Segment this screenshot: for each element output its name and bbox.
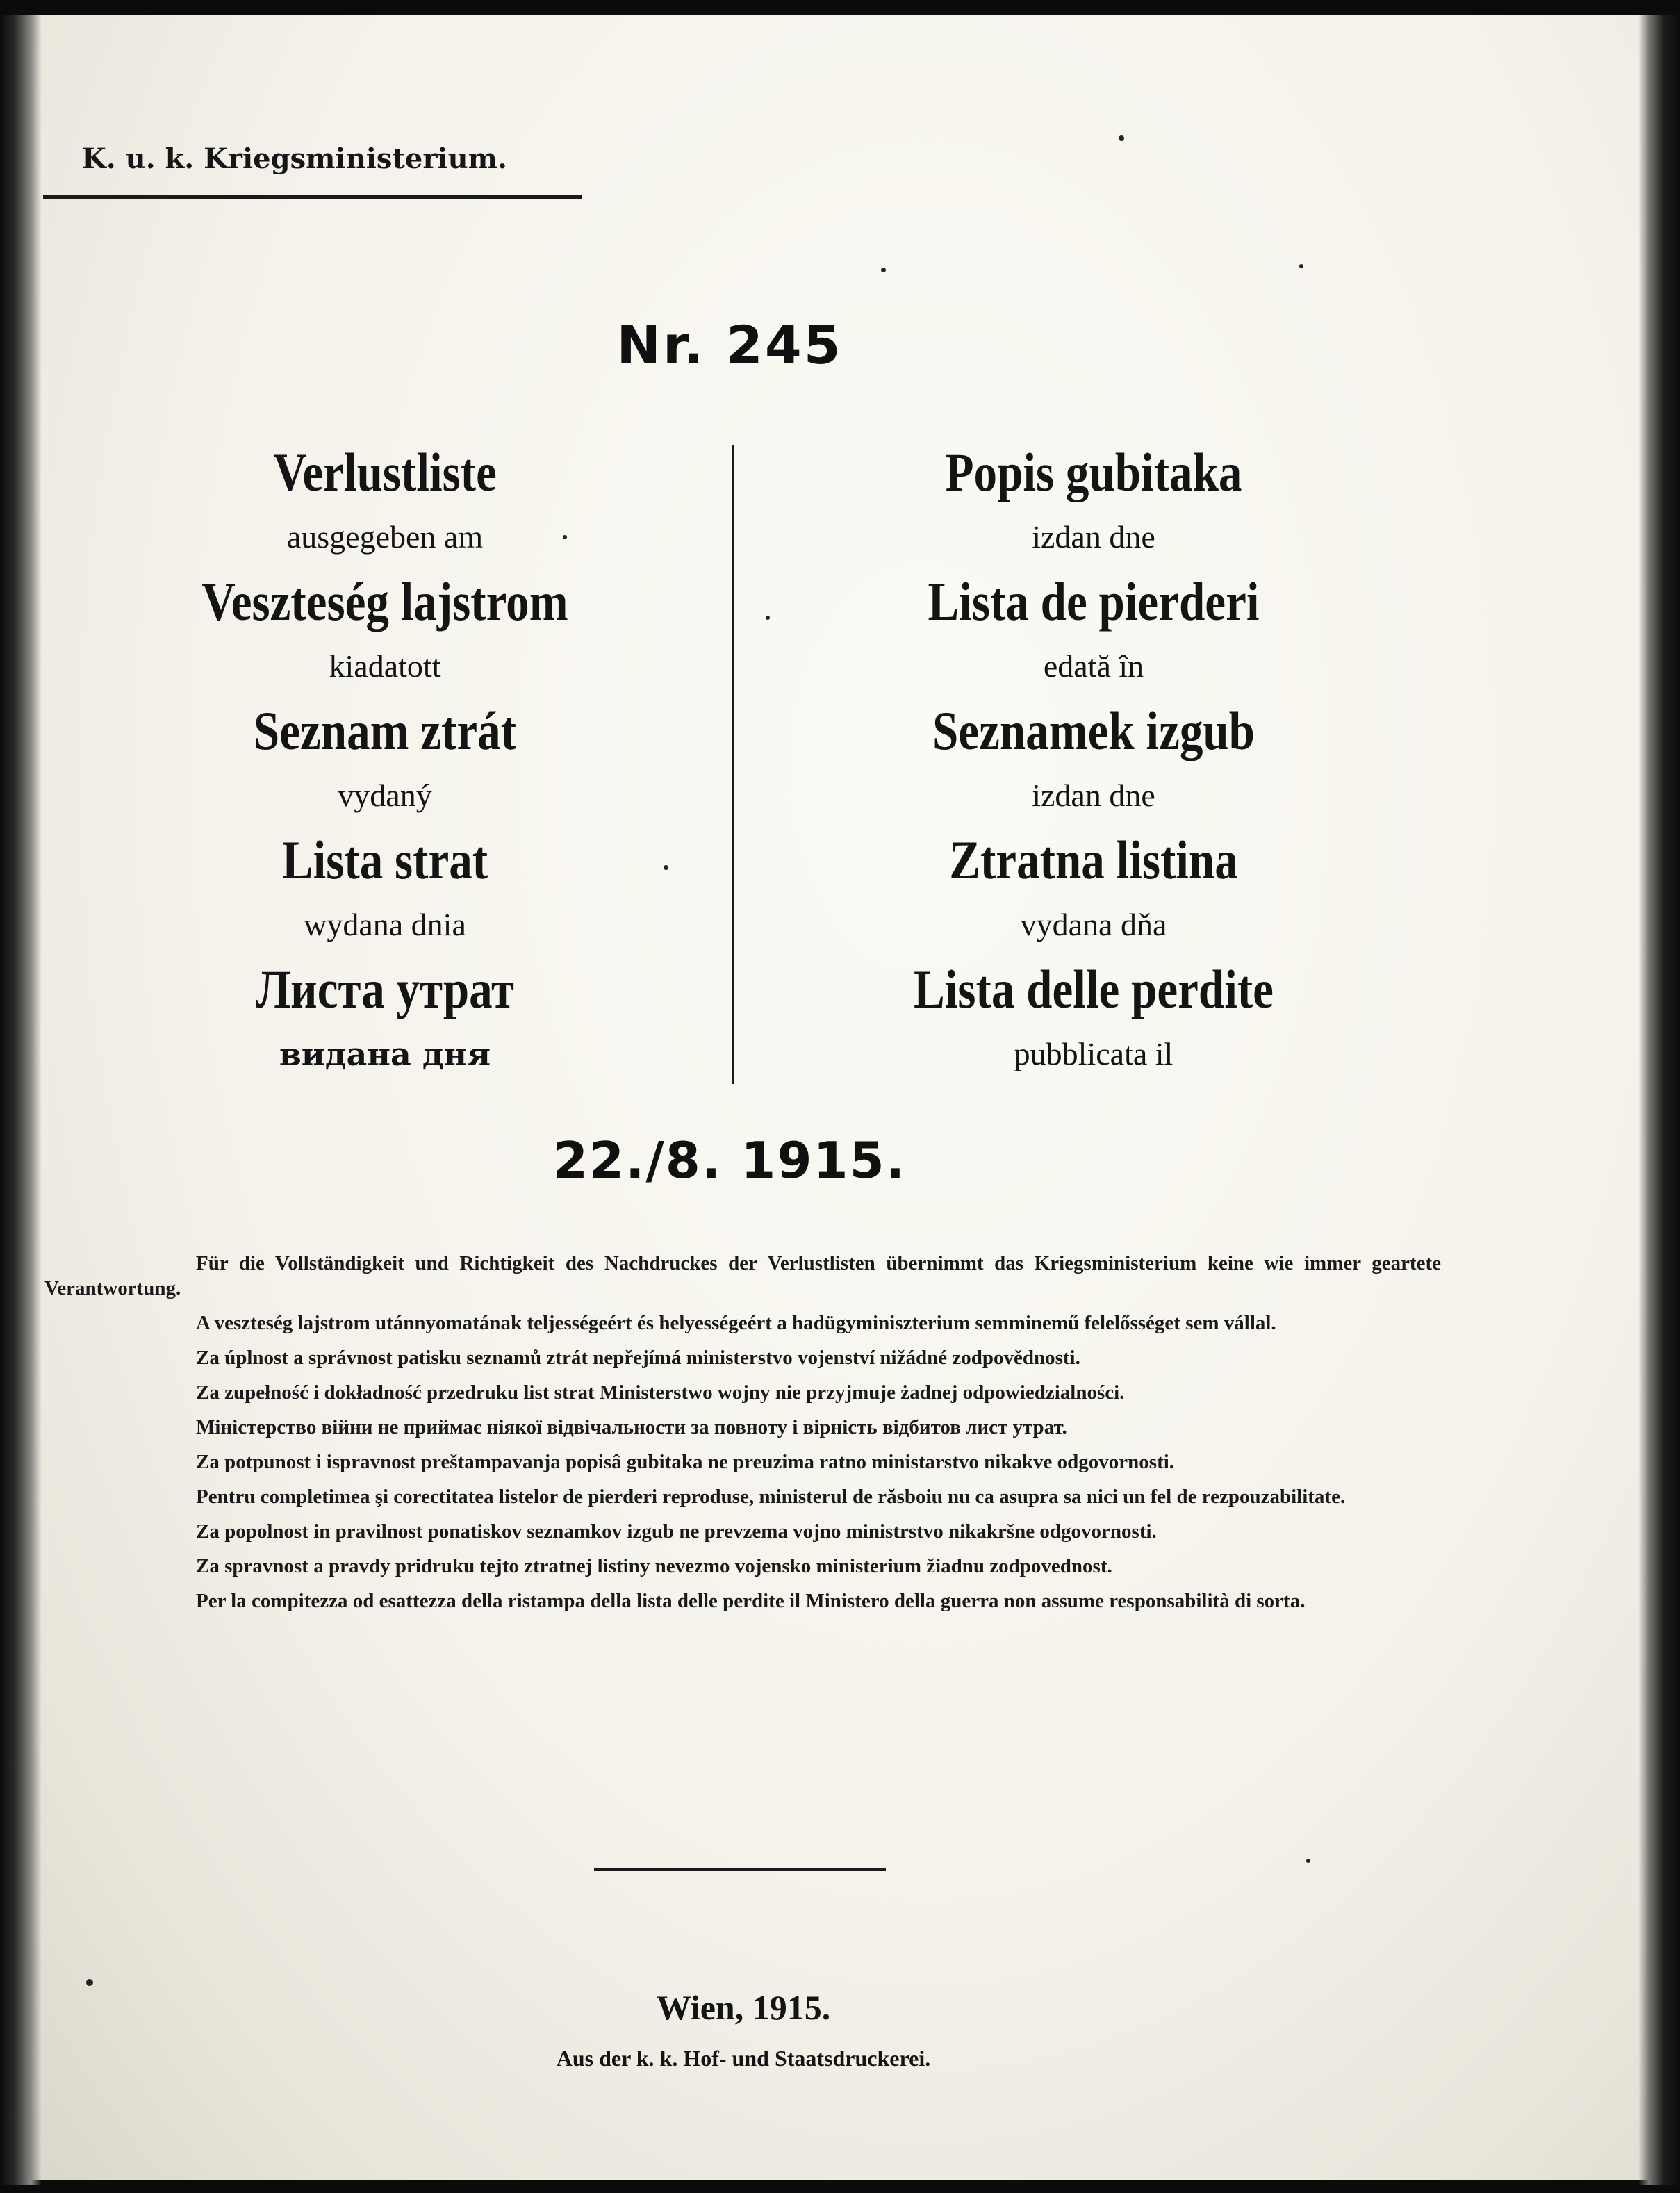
titles-left-column	[72, 438, 698, 1084]
issue-number: Nr. 245	[616, 314, 843, 376]
sub-hungarian: kiadatott	[329, 648, 441, 684]
sub-slovenian: izdan dne	[1032, 778, 1155, 813]
title-ukrainian: Листа утрат	[256, 959, 514, 1019]
title-slovenian: Seznamek izgub	[932, 700, 1255, 761]
disclaimer-croatian: Za potpunost i ispravnost preštampavanja popisâ gubitaka ne preuzima ratno ministarstvo nikakve odgovornosti.	[196, 1451, 1175, 1473]
sub-romanian: edată în	[1043, 648, 1144, 684]
disclaimer-slovenian: Za popolnost in pravilnost ponatiskov seznamkov izgub ne prevzema vojno ministrstvo nikakršne odgovornosti.	[196, 1520, 1157, 1543]
scan-speck	[1119, 135, 1124, 141]
scan-speck	[664, 865, 668, 870]
imprint-printer: Aus der k. k. Hof- und Staatsdruckerei.	[556, 2046, 931, 2071]
sub-ukrainian: видана дня	[279, 1035, 491, 1073]
disclaimers-block	[44, 1251, 1441, 1623]
title-polish: Lista strat	[281, 830, 488, 890]
sub-italian: pubblicata il	[1014, 1036, 1173, 1071]
scan-edge-right	[1638, 0, 1680, 2193]
disclaimer-romanian: Pentru completimea şi corectitatea listelor de pierderi reproduse, ministerul de răsboiu nu ca asupra sa nici un fel de rezpouzabilitate.	[196, 1486, 1346, 1508]
title-slovak: Ztratna listina	[949, 830, 1238, 890]
sub-croatian: izdan dne	[1032, 519, 1155, 555]
title-croatian: Popis gubitaka	[945, 442, 1242, 502]
scan-speck	[1306, 1859, 1310, 1863]
bottom-rule	[594, 1868, 886, 1871]
titles-right-column	[781, 438, 1406, 1084]
disclaimer-german: Für die Vollständigkeit und Richtigkeit des Nachdruckes der Verlustlisten übernimmt das Kriegsministerium keine wie immer geartete Verantwortung.	[44, 1252, 1441, 1299]
ministry-rule	[43, 195, 582, 199]
disclaimer-ukrainian: Міністерство війни не приймає ніякої відвічальности за повноту і вірність відбитов лист утрат.	[196, 1416, 1067, 1438]
sub-german: ausgegeben am	[286, 519, 484, 555]
sub-czech: vydaný	[338, 778, 432, 813]
disclaimer-slovak: Za spravnost a pravdy pridruku tejto ztratnej listiny nevezmo vojensko ministerium žiadnu zodpovednost.	[196, 1555, 1112, 1577]
title-hungarian: Veszteség lajstrom	[201, 571, 568, 632]
title-romanian: Lista de pierderi	[928, 571, 1260, 632]
title-czech: Seznam ztrát	[253, 700, 517, 761]
scan-edge-bottom	[0, 2185, 1680, 2193]
imprint-place: Wien, 1915.	[656, 1988, 831, 2027]
scan-edge-top	[0, 0, 1680, 15]
scan-speck	[86, 1979, 93, 1986]
disclaimer-italian: Per la compitezza od esattezza della ristampa della lista delle perdite il Ministero della guerra non assume responsabilità di sorta.	[196, 1590, 1306, 1612]
sub-polish: wydana dnia	[304, 907, 466, 942]
column-divider	[732, 445, 734, 1084]
sub-slovak: vydana dňa	[1020, 907, 1167, 942]
disclaimer-czech: Za úplnost a správnost patisku seznamů ztrát nepřejímá ministerstvo vojenství nižádné zodpovědnosti.	[196, 1347, 1080, 1369]
scan-speck	[881, 268, 886, 272]
scan-speck	[563, 535, 567, 539]
scan-speck	[766, 616, 770, 620]
disclaimer-polish: Za zupełność i dokładność przedruku list strat Ministerstwo wojny nie przyjmuje żadnej odpowiedzialności.	[196, 1381, 1125, 1404]
title-german: Verlustliste	[273, 442, 497, 502]
ministry-heading: K. u. k. Kriegsministerium.	[82, 142, 507, 175]
disclaimer-hungarian: A veszteség lajstrom utánnyomatának teljességeért és helyességeért a hadügyminiszterium semminemű felelősséget sem vállal.	[196, 1312, 1276, 1334]
issue-date: 22./8. 1915.	[552, 1131, 907, 1190]
scan-speck	[1299, 264, 1303, 268]
title-italian: Lista delle perdite	[914, 959, 1274, 1019]
